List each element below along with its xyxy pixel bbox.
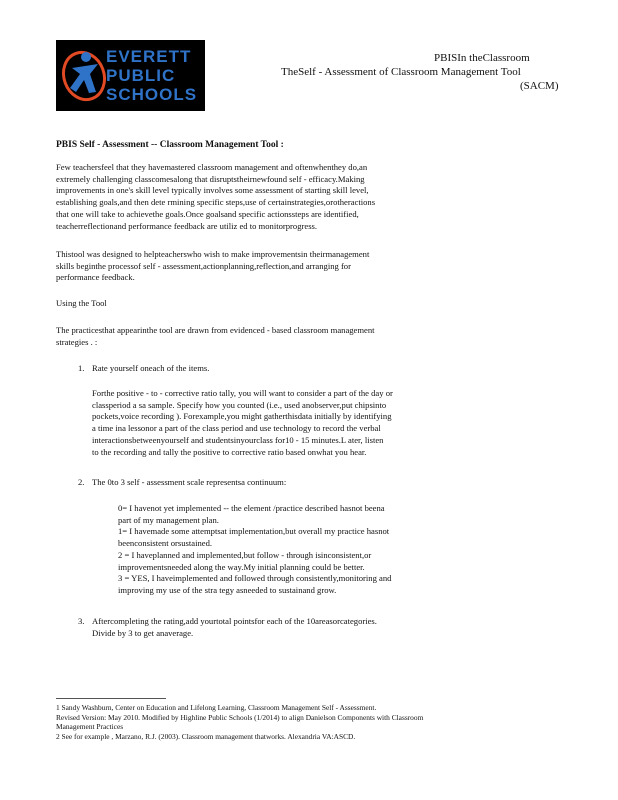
practices-paragraph [56,325,375,348]
logo-line-1: EVERETT [106,47,192,66]
step-number: 1. [78,363,85,373]
header-line-2: TheSelf - Assessment of Classroom Management Tool [281,66,521,78]
text-line: improvementsneeded along the way.My initial planning could be better. [118,561,365,572]
footnote-line: Management Practices [56,722,124,732]
scale-definitions [118,503,391,597]
text-line: performance feedback. [56,272,135,283]
text-line: teacherreflectionand performance feedback are utiliz ed to monitorprogress. [56,220,318,231]
text-line: to the recording and tally the positive to corrective ratio based onwhat you hear. [92,446,367,457]
step-text: The 0to 3 self - assessment scale representsa continuum: [92,477,287,487]
footnote-line: 2 See for example , Marzano, R.J. (2003). Classroom management thatworks. Alexandria VA:ASCD. [56,731,356,741]
text-line: strategies . : [56,336,98,347]
text-line: classperiod a sa sample. Specify how you counted (i.e., used anobserver,put chipsinto [92,399,387,410]
text-line: beenconsistent orsustained. [118,538,213,549]
header-line-3: (SACM) [520,80,559,92]
text-line: Few teachersfeel that they havemastered classroom management and oftenwhenthey do,an [56,162,368,172]
header-line-1: PBISIn theClassroom [434,52,530,64]
step-text: Aftercompleting the rating,add yourtotal pointsfor each of the 10areasorcategories. [92,616,377,626]
page-title: PBIS Self - Assessment -- Classroom Management Tool : [56,140,284,150]
text-line: 2 = I haveplanned and implemented,but follow - through isinconsistent,or [118,549,372,560]
text-line: improvements in one's skill level typically involves some assessment of starting skill level, [56,185,369,196]
text-line: 0= I havenot yet implemented -- the element /practice described hasnot beena [118,503,385,513]
everett-public-schools-logo [56,40,205,111]
text-line: improving my use of the stra tegy asneeded to sustainand grow. [118,584,337,595]
step-number: 2. [78,477,85,487]
text-line: a time ina lessonor a part of the class period and use technology to record the verbal [92,423,381,434]
logo-line-2: PUBLIC [106,66,176,85]
text-line: that one will take to achievethe goals.Once goalsand specific actionssteps are identified, [56,208,359,219]
text-line: Thistool was designed to helpteacherswho wish to make improvementsin theirmanagement [56,249,370,259]
step-number: 3. [78,616,85,626]
intro-paragraph-2 [56,249,369,284]
step-text: Rate yourself oneach of the items. [92,363,210,373]
text-line: 1= I havemade some attemptsat implementation,but overall my practice hasnot [118,526,390,537]
footnote-line: 1 Sandy Washburn, Center on Education and Lifelong Learning, Classroom Management Self - Assessment. [56,703,377,712]
section-heading-using-the-tool: Using the Tool [56,298,107,308]
intro-paragraph-1 [56,162,375,232]
footnote-line: Revised Version: May 2010. Modified by Highline Public Schools (1/2014) to align Danielson Components with Classroom [56,712,424,722]
text-line: Forthe positive - to - corrective ratio tally, you will want to consider a part of the day or [92,388,393,398]
step-text-continued: Divide by 3 to get anaverage. [92,628,194,638]
text-line: pockets,voice recording ). Forexample,you might gatherthisdata initially by identifying [92,411,392,422]
text-line: skills beginthe processof self - assessment,actionplanning,reflection,and arranging for [56,260,351,271]
footnotes [56,703,423,741]
text-line: establishing goals,and then dete rmining specific steps,use of certainstrategies,orotheractions [56,197,376,208]
text-line: interactionsbetweenyourself and studentsinyourclass for10 - 15 minutes.L ater, listen [92,434,384,445]
text-line: part of my management plan. [118,514,219,525]
text-line: The practicesthat appearinthe tool are drawn from evidenced - based classroom management [56,325,375,335]
text-line: 3 = YES, I haveimplemented and followed through consistently,monitoring and [118,573,392,584]
logo-line-3: SCHOOLS [106,85,198,104]
footnote-divider [56,698,166,699]
step-1-details [92,388,393,458]
text-line: extremely challenging classcomesalong that disruptstheirnewfound self - efficacy.Making [56,173,365,184]
